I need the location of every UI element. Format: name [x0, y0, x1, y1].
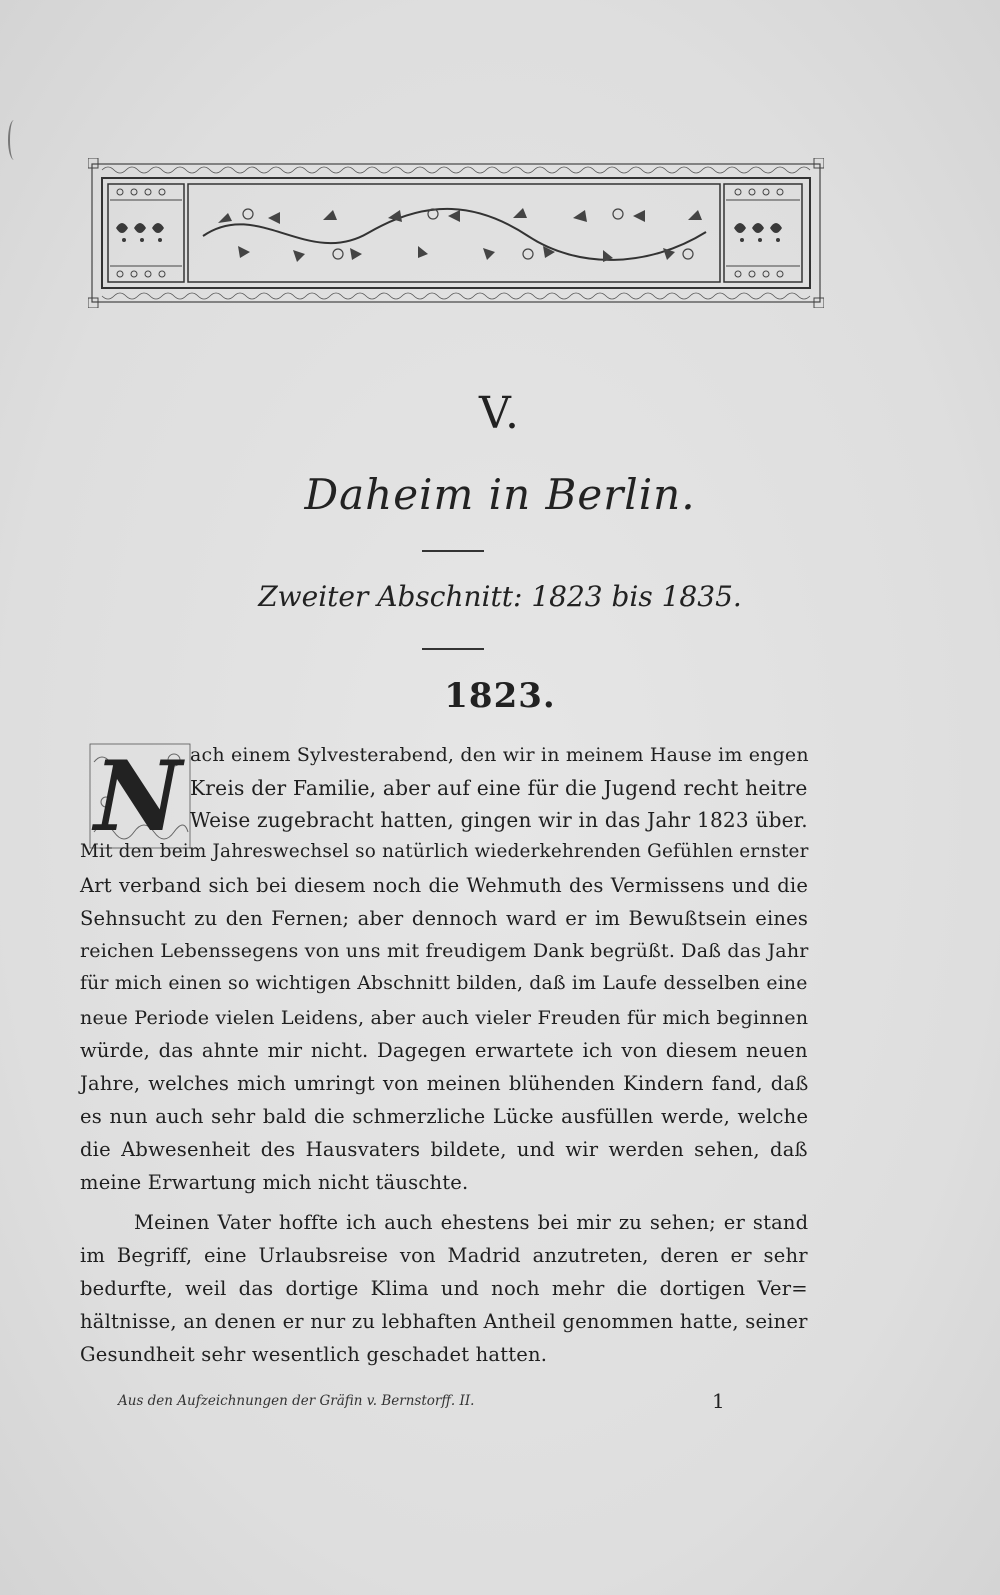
body-line: Weise zugebracht hatten, gingen wir in das Jahr 1823 über. — [190, 808, 808, 832]
year-heading: 1823. — [444, 676, 556, 716]
page-edge-mark — [8, 120, 20, 160]
body-line: die Abwesenheit des Hausvaters bildete, und wir werden sehen, daß — [80, 1138, 808, 1161]
body-line: es nun auch sehr bald die schmerzliche Lücke ausfüllen werde, welche — [80, 1105, 809, 1128]
body-line: im Begriff, eine Urlaubsreise von Madrid anzutreten, deren er sehr — [80, 1244, 808, 1267]
initial-letter: N — [94, 742, 182, 850]
chapter-title: Daheim in Berlin. — [304, 470, 696, 519]
body-line: Gesundheit sehr wesentlich geschadet hatten. — [80, 1343, 548, 1366]
body-line: Jahre, welches mich umringt von meinen blühenden Kindern fand, daß — [80, 1072, 809, 1095]
body-line: würde, das ahnte mir nicht. Dagegen erwartete ich von diesem neuen — [80, 1039, 808, 1062]
section-subtitle: Zweiter Abschnitt: 1823 bis 1835. — [258, 580, 742, 613]
body-line: Kreis der Familie, aber auf eine für die Jugend recht heitre — [190, 776, 808, 800]
chapter-number: V. — [478, 388, 522, 439]
body-line: bedurfte, weil das dortige Klima und noch mehr die dortigen Ver= — [80, 1277, 808, 1300]
body-line: Art verband sich bei diesem noch die Wehmuth des Vermissens und die — [80, 874, 809, 897]
body-line: ach einem Sylvesterabend, den wir in meinem Hause im engen — [190, 744, 809, 766]
decorated-initial-icon — [88, 742, 192, 850]
body-line: Meinen Vater hoffte ich auch ehestens bei mir zu sehen; er stand — [134, 1211, 809, 1234]
body-line: Sehnsucht zu den Fernen; aber dennoch ward er im Bewußtsein eines — [80, 907, 809, 930]
body-line: Mit den beim Jahreswechsel so natürlich wiederkehrenden Gefühlen ernster — [80, 841, 809, 862]
floral-headpiece-ornament — [88, 158, 824, 308]
divider-rule — [422, 550, 484, 552]
body-line: für mich einen so wichtigen Abschnitt bilden, daß im Laufe desselben eine — [80, 973, 808, 994]
body-line: meine Erwartung mich nicht täuschte. — [80, 1171, 469, 1194]
divider-rule — [422, 648, 484, 650]
body-line: neue Periode vielen Leidens, aber auch vieler Freuden für mich beginnen — [80, 1006, 809, 1029]
body-line: reichen Lebenssegens von uns mit freudigem Dank begrüßt. Daß das Jahr — [80, 940, 809, 962]
page-number: 1 — [712, 1389, 725, 1413]
source-footer: Aus den Aufzeichnungen der Gräfin v. Bernstorff. II. — [118, 1393, 475, 1409]
body-line: hältnisse, an denen er nur zu lebhaften Antheil genommen hatte, seiner — [80, 1310, 808, 1333]
